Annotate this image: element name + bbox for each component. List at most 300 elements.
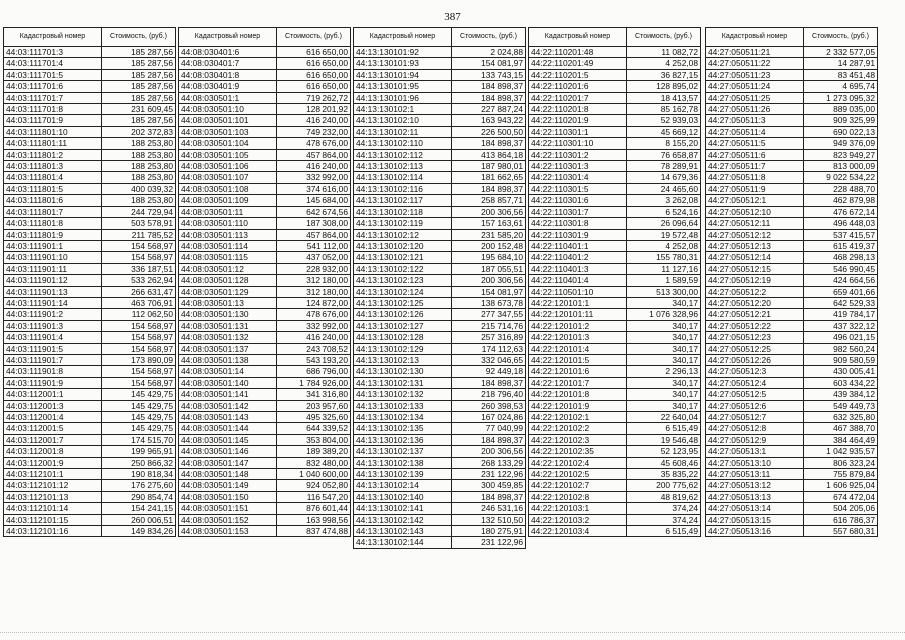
cadastral-number-cell: 44:27:050512:1 <box>706 195 804 206</box>
cadastral-number-cell: 44:22:120101:3 <box>529 332 627 343</box>
cost-header: Стоимость, (руб.) <box>102 28 176 47</box>
cadastral-number-cell: 44:27:050511:26 <box>706 104 804 115</box>
table-row <box>354 343 526 354</box>
cadastral-number-cell: 44:08:030501:141 <box>179 389 277 400</box>
cost-cell: 155 780,31 <box>627 252 701 263</box>
cost-cell: 211 785,52 <box>102 229 176 240</box>
cost-cell: 332 992,00 <box>277 172 351 183</box>
cadastral-number-cell: 44:22:110501:10 <box>529 286 627 297</box>
cadastral-table-4 <box>528 27 701 537</box>
cadastral-number-cell: 44:27:050511:5 <box>706 138 804 149</box>
cost-cell: 260 398,53 <box>452 400 526 411</box>
table-row <box>529 491 701 502</box>
table-row <box>706 104 878 115</box>
cost-cell: 496 021,15 <box>804 332 878 343</box>
cadastral-number-cell: 44:03:111901:10 <box>4 252 102 263</box>
table-row <box>179 389 351 400</box>
table-row <box>4 58 176 69</box>
cadastral-number-cell: 44:08:030401:9 <box>179 81 277 92</box>
cadastral-number-cell: 44:27:050512:13 <box>706 240 804 251</box>
cost-cell: 478 676,00 <box>277 138 351 149</box>
cost-cell: 231 609,45 <box>102 104 176 115</box>
table-row <box>706 218 878 229</box>
table-row <box>179 206 351 217</box>
cadastral-number-cell: 44:27:050513:15 <box>706 514 804 525</box>
table-row <box>179 469 351 480</box>
cost-cell: 340,17 <box>627 332 701 343</box>
cost-cell: 124 872,00 <box>277 297 351 308</box>
table-row <box>706 480 878 491</box>
cost-cell: 176 275,60 <box>102 480 176 491</box>
table-row <box>706 457 878 468</box>
cost-cell: 195 684,10 <box>452 252 526 263</box>
cadastral-number-cell: 44:27:050511:25 <box>706 92 804 103</box>
cadastral-number-cell: 44:03:111701:9 <box>4 115 102 126</box>
table-row <box>179 263 351 274</box>
cadastral-number-cell: 44:22:110301:5 <box>529 183 627 194</box>
table-row <box>354 412 526 423</box>
table-row <box>354 206 526 217</box>
cost-cell: 260 006,51 <box>102 514 176 525</box>
cost-cell: 982 560,24 <box>804 343 878 354</box>
cadastral-number-header: Кадастровый номер <box>179 28 277 47</box>
cost-cell: 632 325,80 <box>804 412 878 423</box>
cadastral-number-cell: 44:03:111801:4 <box>4 172 102 183</box>
table-row <box>706 115 878 126</box>
cost-cell: 185 287,56 <box>102 58 176 69</box>
cadastral-number-cell: 44:22:120102:1 <box>529 412 627 423</box>
cost-cell: 231 585,20 <box>452 229 526 240</box>
cadastral-number-cell: 44:08:030501:13 <box>179 297 277 308</box>
cadastral-number-cell: 44:27:050512:4 <box>706 377 804 388</box>
cadastral-number-cell: 44:13:130101:94 <box>354 69 452 80</box>
cadastral-number-cell: 44:08:030501:145 <box>179 434 277 445</box>
cadastral-number-cell: 44:03:112101:16 <box>4 526 102 537</box>
cadastral-number-cell: 44:22:120103:4 <box>529 526 627 537</box>
cadastral-number-cell: 44:08:030501:110 <box>179 218 277 229</box>
cadastral-number-cell: 44:22:110301:7 <box>529 206 627 217</box>
table-row <box>4 218 176 229</box>
cost-cell: 495 325,60 <box>277 412 351 423</box>
table-row <box>179 412 351 423</box>
cadastral-number-cell: 44:13:130102:129 <box>354 343 452 354</box>
cadastral-number-cell: 44:13:130102:13 <box>354 354 452 365</box>
table-row <box>4 366 176 377</box>
cost-cell: 1 606 925,04 <box>804 480 878 491</box>
table-row <box>4 400 176 411</box>
cadastral-number-cell: 44:08:030501:144 <box>179 423 277 434</box>
cost-cell: 154 241,15 <box>102 503 176 514</box>
cost-cell: 690 022,13 <box>804 126 878 137</box>
cadastral-number-cell: 44:08:030501:153 <box>179 526 277 537</box>
table-row <box>706 126 878 137</box>
cadastral-number-cell: 44:27:050513:16 <box>706 526 804 537</box>
cost-cell: 250 866,32 <box>102 457 176 468</box>
cadastral-number-cell: 44:03:111801:6 <box>4 195 102 206</box>
cost-cell: 145 429,75 <box>102 423 176 434</box>
cost-cell: 503 578,91 <box>102 218 176 229</box>
cost-cell: 180 275,91 <box>452 526 526 537</box>
table-row <box>179 377 351 388</box>
cost-cell: 52 123,95 <box>627 446 701 457</box>
cadastral-number-cell: 44:08:030501:148 <box>179 469 277 480</box>
cadastral-number-header: Кадастровый номер <box>4 28 102 47</box>
table-row <box>706 172 878 183</box>
cadastral-number-cell: 44:27:050511:23 <box>706 69 804 80</box>
cost-cell: 341 316,80 <box>277 389 351 400</box>
cadastral-number-cell: 44:27:050512:15 <box>706 263 804 274</box>
cadastral-number-cell: 44:08:030401:8 <box>179 69 277 80</box>
cadastral-number-cell: 44:08:030501:1 <box>179 92 277 103</box>
cost-cell: 266 631,47 <box>102 286 176 297</box>
cost-cell: 188 253,80 <box>102 149 176 160</box>
cadastral-number-cell: 44:03:111701:8 <box>4 104 102 115</box>
cadastral-number-cell: 44:03:112001:9 <box>4 457 102 468</box>
cost-cell: 24 465,60 <box>627 183 701 194</box>
cost-cell: 173 890,09 <box>102 354 176 365</box>
cost-cell: 2 296,13 <box>627 366 701 377</box>
cost-cell: 1 273 095,32 <box>804 92 878 103</box>
cadastral-number-cell: 44:03:111901:13 <box>4 286 102 297</box>
cadastral-number-cell: 44:03:112001:5 <box>4 423 102 434</box>
cadastral-number-cell: 44:13:130102:118 <box>354 206 452 217</box>
cost-cell: 185 287,56 <box>102 69 176 80</box>
cadastral-number-cell: 44:03:111901:1 <box>4 240 102 251</box>
table-row <box>529 183 701 194</box>
table-row <box>706 138 878 149</box>
cadastral-number-cell: 44:13:130102:131 <box>354 377 452 388</box>
cadastral-number-cell: 44:22:110301:2 <box>529 149 627 160</box>
table-row <box>4 423 176 434</box>
cost-cell: 154 568,97 <box>102 252 176 263</box>
cadastral-number-cell: 44:03:111701:6 <box>4 81 102 92</box>
table-row <box>706 377 878 388</box>
table-row <box>4 491 176 502</box>
cadastral-number-cell: 44:27:050513:14 <box>706 503 804 514</box>
table-row <box>529 263 701 274</box>
table-row <box>179 332 351 343</box>
cadastral-number-cell: 44:27:050511:8 <box>706 172 804 183</box>
table-row <box>4 354 176 365</box>
table-row <box>4 81 176 92</box>
cadastral-number-cell: 44:22:110201:9 <box>529 115 627 126</box>
table-row <box>179 297 351 308</box>
table-row <box>354 218 526 229</box>
cadastral-number-cell: 44:03:112101:1 <box>4 469 102 480</box>
cadastral-number-cell: 44:03:111701:4 <box>4 58 102 69</box>
table-row <box>4 126 176 137</box>
cost-cell: 184 898,37 <box>452 138 526 149</box>
cost-cell: 92 449,18 <box>452 366 526 377</box>
cost-cell: 154 568,97 <box>102 320 176 331</box>
table-row <box>706 263 878 274</box>
table-row <box>529 161 701 172</box>
cost-cell: 187 308,00 <box>277 218 351 229</box>
cadastral-number-cell: 44:03:111901:2 <box>4 309 102 320</box>
table-row <box>179 480 351 491</box>
cadastral-number-cell: 44:03:111901:12 <box>4 275 102 286</box>
table-header-row <box>529 28 701 47</box>
table-row <box>4 149 176 160</box>
table-row <box>179 343 351 354</box>
cost-cell: 340,17 <box>627 354 701 365</box>
cadastral-number-cell: 44:03:111901:4 <box>4 332 102 343</box>
cost-cell: 340,17 <box>627 320 701 331</box>
table-row <box>354 366 526 377</box>
table-row <box>4 377 176 388</box>
cadastral-number-cell: 44:22:120101:6 <box>529 366 627 377</box>
cadastral-number-cell: 44:27:050512:2 <box>706 286 804 297</box>
cadastral-number-cell: 44:27:050512:25 <box>706 343 804 354</box>
table-row <box>179 161 351 172</box>
table-row <box>4 229 176 240</box>
table-row <box>706 320 878 331</box>
cost-cell: 644 339,52 <box>277 423 351 434</box>
cadastral-number-cell: 44:08:030501:129 <box>179 286 277 297</box>
table-row <box>706 332 878 343</box>
cost-cell: 128 201,92 <box>277 104 351 115</box>
cadastral-number-cell: 44:13:130102:114 <box>354 172 452 183</box>
cadastral-number-cell: 44:13:130101:96 <box>354 92 452 103</box>
cadastral-table-3 <box>353 27 526 549</box>
cadastral-number-cell: 44:13:130102:1 <box>354 104 452 115</box>
cadastral-number-cell: 44:13:130102:119 <box>354 218 452 229</box>
table-row <box>179 252 351 263</box>
table-row <box>354 491 526 502</box>
cadastral-number-cell: 44:03:112001:1 <box>4 389 102 400</box>
cost-header: Стоимость, (руб.) <box>452 28 526 47</box>
cost-cell: 336 187,51 <box>102 263 176 274</box>
cadastral-number-cell: 44:03:111901:11 <box>4 263 102 274</box>
table-row <box>529 446 701 457</box>
cadastral-number-cell: 44:08:030501:115 <box>179 252 277 263</box>
table-row <box>529 252 701 263</box>
table-row <box>706 47 878 58</box>
cadastral-number-cell: 44:08:030401:7 <box>179 58 277 69</box>
table-row <box>529 343 701 354</box>
cost-cell: 457 864,00 <box>277 229 351 240</box>
cadastral-number-cell: 44:27:050512:12 <box>706 229 804 240</box>
cost-cell: 1 076 328,96 <box>627 309 701 320</box>
cost-cell: 185 287,56 <box>102 92 176 103</box>
cadastral-number-cell: 44:27:050512:7 <box>706 412 804 423</box>
cost-cell: 340,17 <box>627 297 701 308</box>
table-row <box>354 149 526 160</box>
table-row <box>179 149 351 160</box>
cost-cell: 145 429,75 <box>102 400 176 411</box>
table-row <box>354 434 526 445</box>
cadastral-number-cell: 44:27:050512:23 <box>706 332 804 343</box>
table-row <box>706 275 878 286</box>
table-row <box>529 320 701 331</box>
cost-cell: 184 898,37 <box>452 92 526 103</box>
table-row <box>4 138 176 149</box>
cadastral-number-cell: 44:22:110301:9 <box>529 229 627 240</box>
cost-cell: 187 055,51 <box>452 263 526 274</box>
table-row <box>529 195 701 206</box>
cost-cell: 189 389,20 <box>277 446 351 457</box>
cost-cell: 116 547,20 <box>277 491 351 502</box>
table-row <box>529 229 701 240</box>
cost-cell: 374,24 <box>627 514 701 525</box>
cost-cell: 19 572,48 <box>627 229 701 240</box>
cadastral-number-cell: 44:27:050512:10 <box>706 206 804 217</box>
cadastral-number-cell: 44:13:130102:139 <box>354 469 452 480</box>
cadastral-number-cell: 44:13:130101:92 <box>354 47 452 58</box>
table-row <box>529 92 701 103</box>
cadastral-number-cell: 44:22:110301:1 <box>529 126 627 137</box>
cadastral-number-cell: 44:03:111901:9 <box>4 377 102 388</box>
cost-cell: 145 429,75 <box>102 412 176 423</box>
table-row <box>529 503 701 514</box>
cadastral-number-cell: 44:22:110401:1 <box>529 240 627 251</box>
cost-cell: 154 568,97 <box>102 332 176 343</box>
table-row <box>354 115 526 126</box>
cost-cell: 496 448,03 <box>804 218 878 229</box>
cost-cell: 642 674,56 <box>277 206 351 217</box>
table-row <box>4 332 176 343</box>
table-row <box>179 354 351 365</box>
cadastral-number-cell: 44:03:111801:3 <box>4 161 102 172</box>
cadastral-number-cell: 44:03:111901:3 <box>4 320 102 331</box>
cost-cell: 36 827,15 <box>627 69 701 80</box>
cost-cell: 6 524,16 <box>627 206 701 217</box>
cadastral-number-cell: 44:27:050513:1 <box>706 446 804 457</box>
cadastral-number-cell: 44:08:030501:11 <box>179 206 277 217</box>
cadastral-number-cell: 44:22:120102:8 <box>529 491 627 502</box>
cost-cell: 231 122,96 <box>452 469 526 480</box>
cost-cell: 184 898,37 <box>452 491 526 502</box>
table-row <box>354 480 526 491</box>
table-row <box>354 457 526 468</box>
table-row <box>4 263 176 274</box>
table-row <box>4 195 176 206</box>
cost-cell: 215 714,76 <box>452 320 526 331</box>
cost-cell: 35 835,22 <box>627 469 701 480</box>
cadastral-number-cell: 44:08:030501:14 <box>179 366 277 377</box>
cadastral-number-cell: 44:27:050511:9 <box>706 183 804 194</box>
cost-cell: 909 325,99 <box>804 115 878 126</box>
table-row <box>529 332 701 343</box>
table-header-row <box>4 28 176 47</box>
cost-cell: 332 992,00 <box>277 320 351 331</box>
table-row <box>354 229 526 240</box>
table-row <box>354 161 526 172</box>
cadastral-number-cell: 44:08:030501:131 <box>179 320 277 331</box>
cost-cell: 462 879,98 <box>804 195 878 206</box>
cost-cell: 340,17 <box>627 400 701 411</box>
table-row <box>179 240 351 251</box>
cost-cell: 543 193,20 <box>277 354 351 365</box>
table-row <box>706 149 878 160</box>
cost-cell: 258 857,71 <box>452 195 526 206</box>
table-row <box>179 503 351 514</box>
table-row <box>354 252 526 263</box>
cost-cell: 157 163,61 <box>452 218 526 229</box>
cost-cell: 18 413,57 <box>627 92 701 103</box>
cadastral-number-cell: 44:22:110401:3 <box>529 263 627 274</box>
cadastral-number-cell: 44:03:112001:4 <box>4 412 102 423</box>
cost-cell: 22 640,04 <box>627 412 701 423</box>
cadastral-number-cell: 44:08:030501:10 <box>179 104 277 115</box>
table-row <box>354 332 526 343</box>
cadastral-number-cell: 44:27:050513:11 <box>706 469 804 480</box>
table-row <box>4 514 176 525</box>
table-row <box>529 104 701 115</box>
cost-cell: 190 818,34 <box>102 469 176 480</box>
cadastral-number-header: Кадастровый номер <box>529 28 627 47</box>
cadastral-number-cell: 44:27:050511:22 <box>706 58 804 69</box>
cadastral-number-cell: 44:22:110301:6 <box>529 195 627 206</box>
cadastral-number-cell: 44:03:111701:3 <box>4 47 102 58</box>
cost-cell: 832 480,00 <box>277 457 351 468</box>
cadastral-number-cell: 44:03:111801:11 <box>4 138 102 149</box>
table-row <box>354 195 526 206</box>
cost-cell: 228 488,70 <box>804 183 878 194</box>
cost-cell: 231 122,96 <box>452 537 526 548</box>
cadastral-number-cell: 44:22:110301:10 <box>529 138 627 149</box>
cost-cell: 537 415,57 <box>804 229 878 240</box>
cadastral-number-cell: 44:08:030501:132 <box>179 332 277 343</box>
table-header-row <box>179 28 351 47</box>
cadastral-number-cell: 44:22:120101:2 <box>529 320 627 331</box>
cadastral-number-cell: 44:13:130102:133 <box>354 400 452 411</box>
cadastral-number-cell: 44:08:030501:142 <box>179 400 277 411</box>
cost-cell: 340,17 <box>627 389 701 400</box>
cadastral-number-cell: 44:08:030501:137 <box>179 343 277 354</box>
cost-cell: 83 451,48 <box>804 69 878 80</box>
table-row <box>706 58 878 69</box>
cadastral-number-cell: 44:13:130102:14 <box>354 480 452 491</box>
table-row <box>706 366 878 377</box>
cadastral-number-cell: 44:03:112101:12 <box>4 480 102 491</box>
table-row <box>529 309 701 320</box>
cadastral-number-cell: 44:08:030501:143 <box>179 412 277 423</box>
cost-cell: 2 024,88 <box>452 47 526 58</box>
table-row <box>179 104 351 115</box>
cost-cell: 188 253,80 <box>102 195 176 206</box>
cadastral-number-cell: 44:08:030501:147 <box>179 457 277 468</box>
cost-cell: 185 287,56 <box>102 115 176 126</box>
table-row <box>179 526 351 537</box>
cadastral-number-cell: 44:22:120102:3 <box>529 434 627 445</box>
cost-cell: 416 240,00 <box>277 115 351 126</box>
cost-cell: 218 796,40 <box>452 389 526 400</box>
table-row <box>354 126 526 137</box>
cadastral-number-cell: 44:03:112101:13 <box>4 491 102 502</box>
table-row <box>354 58 526 69</box>
table-row <box>4 469 176 480</box>
cadastral-number-cell: 44:03:111801:2 <box>4 149 102 160</box>
table-row <box>354 138 526 149</box>
cadastral-number-header: Кадастровый номер <box>354 28 452 47</box>
cost-cell: 504 205,06 <box>804 503 878 514</box>
table-row <box>529 115 701 126</box>
cadastral-number-cell: 44:13:130102:124 <box>354 286 452 297</box>
cost-cell: 154 081,97 <box>452 58 526 69</box>
cadastral-number-cell: 44:22:110201:6 <box>529 81 627 92</box>
cadastral-number-cell: 44:27:050512:11 <box>706 218 804 229</box>
cadastral-number-cell: 44:13:130102:122 <box>354 263 452 274</box>
cadastral-number-cell: 44:13:130102:130 <box>354 366 452 377</box>
cost-cell: 154 081,97 <box>452 286 526 297</box>
cost-cell: 457 864,00 <box>277 149 351 160</box>
table-row <box>4 115 176 126</box>
table-row <box>4 206 176 217</box>
table-row <box>354 423 526 434</box>
table-row <box>706 183 878 194</box>
cost-cell: 755 879,84 <box>804 469 878 480</box>
